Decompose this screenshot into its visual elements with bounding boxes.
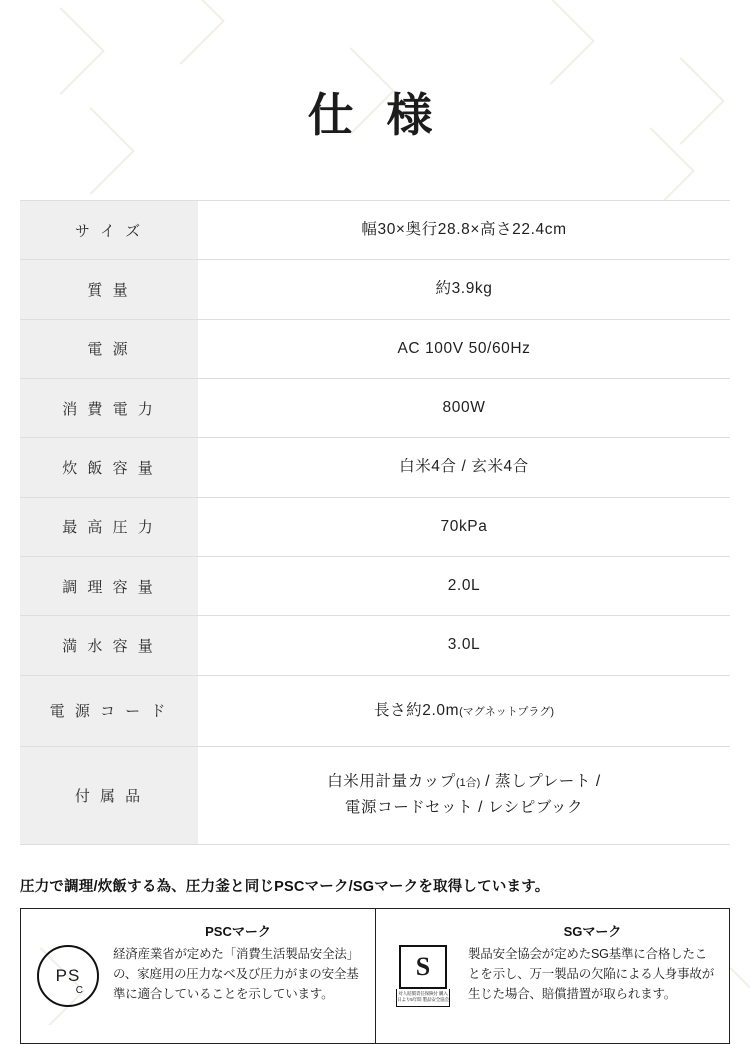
table-row: [20, 438, 730, 497]
psc-mark-description: 経済産業省が定めた「消費生活製品安全法」の、家庭用の圧力なべ及び圧力がまの安全基準に適合していることを示しています。: [113, 946, 360, 1002]
sg-mark-title: SGマーク: [563, 923, 622, 939]
table-row: [20, 747, 730, 845]
spec-label: 電 源: [20, 319, 198, 378]
page-title: 仕 様: [307, 89, 443, 141]
spec-value: 70kPa: [198, 497, 730, 556]
spec-label: 消 費 電 力: [20, 379, 198, 438]
psc-badge-main-text: PS: [55, 965, 81, 985]
accessory-line-1-text: 白米用計量カップ: [327, 773, 456, 791]
spec-value: 白米4合 / 玄米4合: [198, 438, 730, 497]
spec-label: 電 源 コ ー ド: [20, 675, 198, 746]
spec-label: 炊 飯 容 量: [20, 438, 198, 497]
accessory-line-1-note: (1合): [455, 777, 481, 790]
sg-mark-cell: [375, 909, 729, 1043]
psc-mark-title: PSCマーク: [205, 923, 271, 939]
specification-table: [20, 200, 730, 845]
table-row: [20, 201, 730, 260]
accessory-line-1-rest: / 蒸しプレート /: [480, 773, 601, 791]
spec-label: 最 高 圧 力: [20, 497, 198, 556]
spec-label: サ イ ズ: [20, 201, 198, 260]
spec-value: 2.0L: [198, 557, 730, 616]
table-row: [20, 260, 730, 319]
psc-mark-icon: [37, 945, 99, 1007]
pressure-certification-notice: 圧力で調理/炊飯する為、圧力釜と同じPSCマーク/SGマークを取得しています。: [20, 878, 550, 895]
sg-mark-description: 製品安全協会が定めたSG基準に合格したことを示し、万一製品の欠陥による人身事故が生じた場合、賠償措置が取られます。: [468, 946, 715, 1002]
spec-label: 調 理 容 量: [20, 557, 198, 616]
table-row: [20, 379, 730, 438]
spec-label: 満 水 容 量: [20, 616, 198, 675]
table-row: [20, 557, 730, 616]
psc-mark-body: [113, 921, 363, 1031]
table-row: [20, 616, 730, 675]
spec-value: 約3.9kg: [198, 260, 730, 319]
sg-badge-caption: 対人賠償責任保険付 購入日より5年間 製品安全協会: [396, 989, 450, 1007]
sg-mark-body: [468, 921, 717, 1031]
spec-value: 800W: [198, 379, 730, 438]
table-row: [20, 319, 730, 378]
sg-mark-icon: [393, 945, 453, 1007]
spec-label: 質 量: [20, 260, 198, 319]
psc-badge: [35, 921, 101, 1031]
spec-label: 付 属 品: [20, 747, 198, 845]
psc-mark-cell: [21, 909, 375, 1043]
table-row: [20, 497, 730, 556]
spec-value-text: 長さ約2.0m: [373, 701, 460, 719]
spec-value-note: (マグネットプラグ): [459, 705, 555, 718]
sg-badge: [390, 921, 456, 1031]
psc-badge-sub-text: C: [75, 984, 84, 996]
spec-value: [198, 675, 730, 746]
sg-badge-main-text: S: [399, 945, 447, 989]
accessory-line-2: 電源コードセット / レシピブック: [344, 799, 584, 817]
spec-value: AC 100V 50/60Hz: [198, 319, 730, 378]
spec-value: [198, 747, 730, 845]
spec-value: 3.0L: [198, 616, 730, 675]
table-row: [20, 675, 730, 746]
certification-marks-box: [20, 908, 730, 1044]
spec-value: 幅30×奥行28.8×高さ22.4cm: [198, 201, 730, 260]
